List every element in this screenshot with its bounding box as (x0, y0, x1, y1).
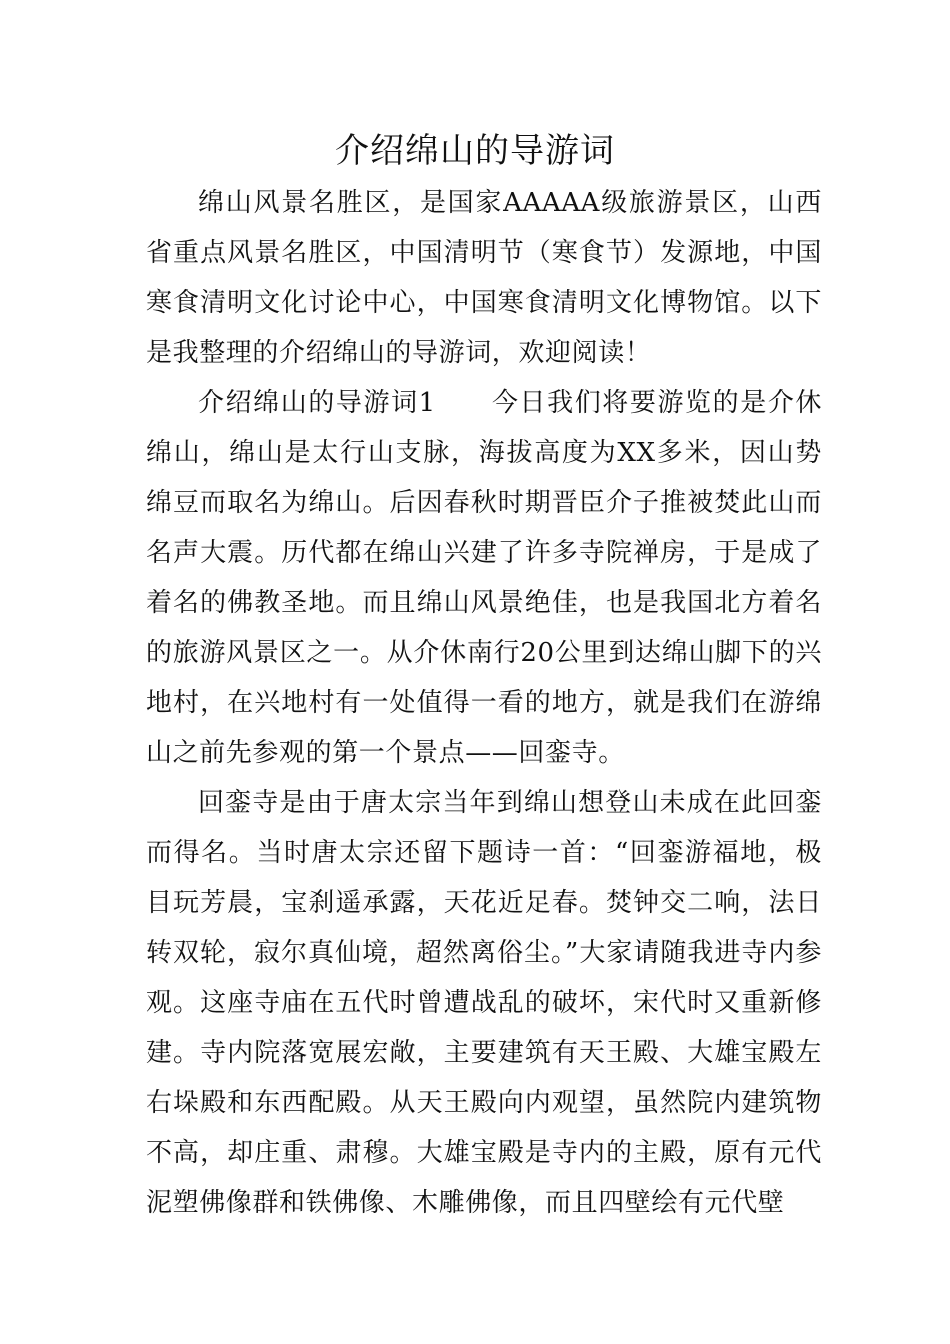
paragraph-huiluan-temple: 回銮寺是由于唐太宗当年到绵山想登山未成在此回銮而得名。当时唐太宗还留下题诗一首：“回銮游福地，极目玩芳晨，宝刹遥承露，天花近足春。焚钟交二响，法日转双轮，寂尔真仙境，超然离俗尘。”大家请随我进寺内参观。这座寺庙在五代时曾遭战乱的破坏，宋代时又重新修建。寺内院落宽展宏敞，主要建筑有天王殿、大雄宝殿左右垛殿和东西配殿。从天王殿向内观望，虽然院内建筑物不高，却庄重、肃穆。大雄宝殿是寺内的主殿，原有元代泥塑佛像群和铁佛像、木雕佛像，而且四壁绘有元代壁 (146, 788, 822, 1218)
paragraph-section-1: 介绍绵山的导游词1 今日我们将要游览的是介休绵山，绵山是太行山支脉，海拔高度为XX多米，因山势绵豆而取名为绵山。后因春秋时期晋臣介子推被焚此山而名声大震。历代都在绵山兴建了许多寺院禅房，于是成了着名的佛教圣地。而且绵山风景绝佳，也是我国北方着名的旅游风景区之一。从介休南行20公里到达绵山脚下的兴地村，在兴地村有一处值得一看的地方，就是我们在游绵山之前先参观的第一个景点——回銮寺。 (146, 388, 822, 768)
document-title: 介绍绵山的导游词 (335, 131, 615, 171)
document-body (146, 178, 822, 1228)
paragraph-intro: 绵山风景名胜区，是国家AAAAA级旅游景区，山西省重点风景名胜区，中国清明节（寒食节）发源地，中国寒食清明文化讨论中心，中国寒食清明文化博物馆。以下是我整理的介绍绵山的导游词，欢迎阅读！ (146, 188, 822, 368)
